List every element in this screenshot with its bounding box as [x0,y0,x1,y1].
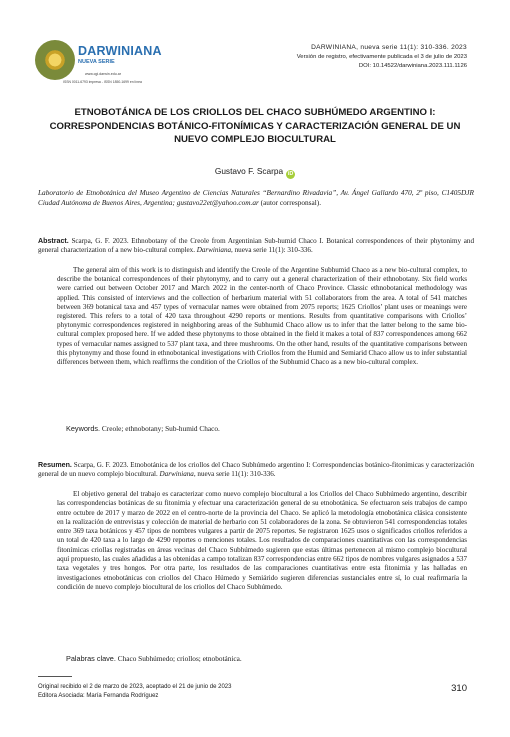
abstract-body: The general aim of this work is to distinguish and identify the Creole of the Argentine Subhumid Chaco as a new bio-cultural complex, to describe the botanical correspondences of their phytonymy, and to carry out a general characterization of their ethnobotany. Six field works were carried out between October 2017 and March 2022 in the center-north of Chaco Province. Classic ethnobotanical methodology was applied. This consisted of interviews and the collection of herbarium material with 51 collaborators from the area. A total of 541 matches between 369 botanical taxa and 457 types of vernacular names were obtained from 2075 reports; 1625 Criollos’ plant uses or meanings were registered. This refers to a total of 420 taxa throughout 4290 reports or mentions. Results from quantitative comparisons with Criollos’ phytonymic correspondences registered in neighboring areas of the Subhumid Chaco allow us to infer that the latter belong to the same bio-cultural complex proposed here. If we added these phytonyms to those obtained in the field it makes a total of 837 correspondences among 662 types of vernacular names assigned to 537 plant taxa, and three mushrooms. On the other hand, results of the quantitative comparisons between this phytonymy and those found in ethnobotanical investigations with Criollos from the Humid and Semiarid Chaco allow us to infer substantial differences between them, which reaffirms the condition of the Criollos of the Subhumid Chaco as a new bio-cultural complex. [57,266,467,367]
resumen-journal: Darwiniana [159,470,194,479]
footer-divider [38,676,72,677]
abstract-journal: Darwiniana [196,246,232,255]
affiliation [38,188,474,208]
author-name: Gustavo F. Scarpa [214,166,284,176]
page-number: 310 [451,683,467,694]
doi: DOI: 10.14522/darwiniana.2023.111.1126 [358,63,467,69]
keywords-list: Creole; ethnobotany; Sub-humid Chaco. [100,424,220,433]
palabras-clave [66,654,242,663]
author-line [0,166,510,179]
version-of-record: Versión de registro, efectivamente publicada el 3 de julio de 2023 [296,54,467,60]
orcid-icon[interactable]: iD [287,171,294,177]
journal-header [297,43,467,71]
abstract-citation-post: , nueva serie 11(1): 310-336. [231,246,313,255]
logo-issn: ISSN 0011-6793 impresa - ISSN 1850-1699 en línea [63,80,142,84]
footer-notes [38,683,231,701]
abstract-citation [38,237,474,256]
palabras-clave-label: Palabras clave. [66,654,116,663]
logo-title: DARWINIANA [78,44,162,58]
palabras-clave-list: Chaco Subhúmedo; criollos; etnobotánica. [115,654,242,663]
associate-editor: Editora Asociada: María Fernanda Rodríguez [38,693,159,699]
resumen-citation [38,461,474,480]
article-title: ETNOBOTÁNICA DE LOS CRIOLLOS DEL CHACO SUBHÚMEDO ARGENTINO I: CORRESPONDENCIAS BOTÁNICO-FITONÍMICAS Y CARACTERIZACIÓN GENERAL DE UN NUEVO COMPLEJO BIOCULTURAL [49,107,461,145]
resumen-citation-pre: Scarpa, G. F. 2023. Etnobotánica de los criollos del Chaco Subhúmedo argentino I: Correspondencias botánico-fitonímicas y caracterización general de un nuevo complejo biocultural. [38,461,474,479]
keywords [66,424,220,433]
abstract-citation-pre: Scarpa, G. F. 2023. Ethnobotany of the Creole from Argentinian Sub-humid Chaco I. Botanical correspondences of their phytonimy and general characterization of a new bio-cultural complex. [38,237,474,255]
logo-url: www.cgi.darwin.edu.ar [85,72,121,76]
logo-subtitle: NUEVA SERIE [78,59,115,65]
keywords-label: Keywords. [66,424,101,433]
journal-citation: DARWINIANA, nueva serie 11(1): 310-336. 2023 [311,44,467,51]
resumen-citation-post: , nueva serie 11(1): 310-336. [193,470,276,479]
abstract-label: Abstract. [38,237,69,245]
sunflower-logo-icon [35,40,75,80]
resumen-body: El objetivo general del trabajo es caracterizar como nuevo complejo biocultural a los Criollos del Chaco Subhúmedo argentino, describir las correspondencias botánicas de su fitonimia y efectuar una caracterización general de su etnobotánica. Se efectuaron seis trabajos de campo entre octubre de 2017 y marzo de 2022 en el centro-norte de la provincia del Chaco. Se aplicó la metodología etnobotánica clásica consistente en la realización de entrevistas y colección de material de herbario con 51 colaboradores de la zona. Se obtuvieron 541 correspondencias totales entre 369 taxa botánicos y 457 tipos de nombres vulgares a partir de 2075 reportes. Se registraron 1625 usos o significados criollos referidos a un total de 420 taxa a lo largo de 4290 reportes o menciones totales. Los resultados de comparaciones cuantitativas con las correspondencias fitonímicas criollas registradas en áreas vecinas del Chaco Subhúmedo sugieren que estas últimas pertenecen al mismo complejo biocultural aquí propuesto, las cuales añadidas a las obtenidas a campo totalizan 837 correspondencias entre 662 tipos de nombres vulgares asignados a 537 taxa vegetales y tres hongos. Por otra parte, los resultados de las comparaciones cuantitativas entre esta fitonimia y las halladas en investigaciones etnobotánicas con criollos del Chaco Húmedo y Semiárido sugieren diferencias sustanciales entre sí, lo cual reafirmaría la condición de nuevo complejo biocultural de los criollos del Chaco Subhúmedo. [57,490,467,591]
affiliation-tail: (autor corresponsal). [258,197,322,207]
affiliation-text: Laboratorio de Etnobotánica del Museo Argentino de Ciencias Naturales “Bernardino Rivadavia”, Av. Ángel Gallardo 470, 2º piso, C1405DJR Ciudad Autónoma de Buenos Aires, Argentina; gustavo22et@yahoo.com.ar [38,188,474,207]
resumen-label: Resumen. [38,461,72,469]
journal-logo [35,40,162,95]
received-date: Original recibido el 2 de marzo de 2023, aceptado el 21 de junio de 2023 [38,684,232,690]
